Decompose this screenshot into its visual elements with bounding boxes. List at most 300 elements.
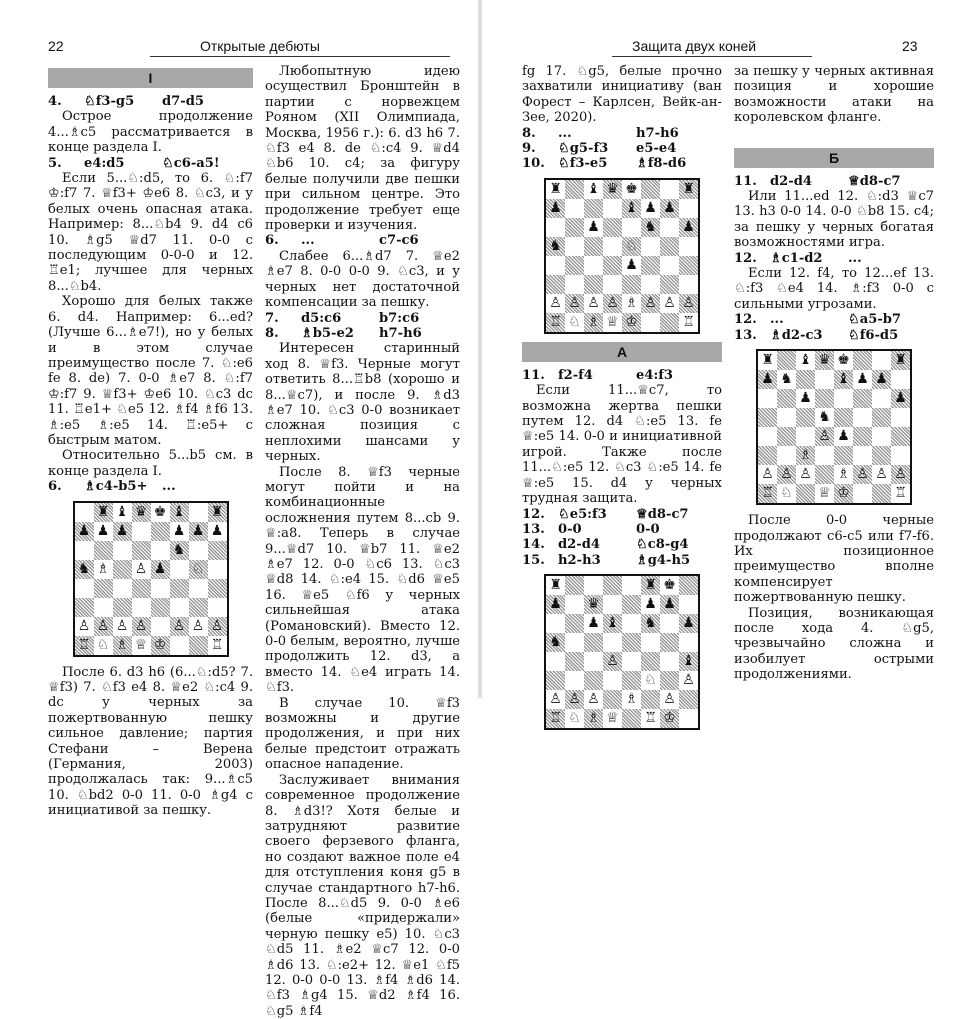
board-square (641, 576, 660, 595)
board-square (679, 709, 698, 728)
white-move: h2-h3 (558, 552, 601, 568)
board-square (758, 389, 777, 408)
chess-diagram (544, 178, 700, 334)
board-square (622, 576, 641, 595)
chess-piece-icon: ♟ (210, 522, 224, 539)
white-move: d2-d4 (770, 173, 812, 189)
chess-piece-icon: ♖ (210, 636, 224, 653)
white-move: d2-d4 (558, 537, 600, 553)
board-square (189, 541, 208, 560)
board-square (660, 671, 679, 690)
chess-piece-icon: ♚ (663, 577, 676, 594)
move-number: 15. (522, 552, 545, 568)
board-square (622, 595, 641, 614)
chess-piece-icon: ♟ (77, 522, 91, 539)
black-move: ♗f8-d6 (636, 156, 687, 172)
chess-piece-icon: ♟ (153, 560, 167, 577)
move-line (522, 141, 722, 156)
board-square (815, 389, 834, 408)
chess-piece-icon: ♟ (799, 390, 812, 407)
chess-piece-icon: ♔ (663, 710, 676, 727)
board-square (641, 614, 660, 633)
board-square (132, 522, 151, 541)
chess-piece-icon: ♜ (682, 180, 695, 197)
paragraph: Слабее 6...♗d7 7. ♕e2 ♗e7 8. 0-0 0-0 9. ♘c3, и у черных нет достаточной компенсации за пешку. (265, 248, 460, 311)
left-page (0, 0, 478, 1019)
board-square (132, 636, 151, 655)
chess-piece-icon: ♟ (644, 596, 657, 613)
black-move: h7-h6 (636, 125, 679, 141)
board-square (622, 275, 641, 294)
board-square (546, 671, 565, 690)
board-square (603, 294, 622, 313)
left-column-1 (48, 64, 253, 819)
board-square (679, 671, 698, 690)
board-square (565, 690, 584, 709)
chess-piece-icon: ♟ (894, 390, 907, 407)
chess-piece-icon: ♙ (682, 672, 695, 689)
board-square (584, 294, 603, 313)
move-line (48, 156, 253, 171)
chess-piece-icon: ♕ (606, 710, 619, 727)
board-square (679, 218, 698, 237)
chess-piece-icon: ♖ (682, 313, 695, 330)
board-square (872, 408, 891, 427)
board-square (777, 465, 796, 484)
board-square (679, 652, 698, 671)
board-square (796, 465, 815, 484)
chess-piece-icon: ♝ (115, 503, 129, 520)
board-square (834, 351, 853, 370)
paragraph: за пешку у черных активная позиция и хорошие возможности атаки на королевском фланге. (734, 64, 934, 126)
chess-piece-icon: ♘ (191, 560, 205, 577)
board-square (584, 180, 603, 199)
section-header-b: Б (734, 148, 934, 168)
chess-piece-icon: ♙ (568, 294, 581, 311)
board-square (891, 427, 910, 446)
board-square (758, 446, 777, 465)
board-square (113, 560, 132, 579)
black-move: h7-h6 (379, 325, 422, 341)
board-square (94, 541, 113, 560)
move-number: 7. (265, 310, 279, 326)
board-square (75, 579, 94, 598)
black-move: ♕d8-c7 (848, 173, 901, 189)
board-square (189, 560, 208, 579)
chess-piece-icon: ♘ (780, 485, 793, 502)
board-square (679, 294, 698, 313)
chess-piece-icon: ♗ (587, 313, 600, 330)
board-square (584, 652, 603, 671)
move-number: 4. (48, 94, 62, 109)
black-move: c7-c6 (379, 233, 419, 249)
board-square (584, 671, 603, 690)
chess-piece-icon: ♚ (153, 503, 167, 520)
board-square (603, 652, 622, 671)
board-square (584, 576, 603, 595)
board-square (132, 541, 151, 560)
board-square (679, 237, 698, 256)
board-square (565, 652, 584, 671)
board-square (170, 598, 189, 617)
chess-piece-icon: ♙ (549, 294, 562, 311)
board-square (815, 351, 834, 370)
board-square (872, 389, 891, 408)
board-square (815, 427, 834, 446)
board-square (660, 180, 679, 199)
board-square (113, 541, 132, 560)
move-number: 5. (48, 155, 62, 171)
board-square (132, 579, 151, 598)
board-square (891, 465, 910, 484)
move-number: 12. (734, 312, 757, 328)
board-square (603, 180, 622, 199)
chess-piece-icon: ♙ (172, 617, 186, 634)
move-number: 8. (522, 125, 536, 141)
board-square (660, 294, 679, 313)
board-square (872, 370, 891, 389)
board-square (679, 614, 698, 633)
board-square (189, 522, 208, 541)
chess-piece-icon: ♖ (77, 636, 91, 653)
white-move: ♘e5:f3 (558, 506, 607, 522)
chess-piece-icon: ♙ (663, 294, 676, 311)
chess-piece-icon: ♗ (625, 691, 638, 708)
board-square (75, 541, 94, 560)
board-square (75, 617, 94, 636)
board-square (891, 351, 910, 370)
board-square (777, 446, 796, 465)
board-square (834, 465, 853, 484)
board-square (584, 275, 603, 294)
chess-piece-icon: ♞ (780, 371, 793, 388)
chess-piece-icon: ♙ (77, 617, 91, 634)
chess-piece-icon: ♔ (153, 636, 167, 653)
section-header-i: I (48, 68, 253, 88)
chess-piece-icon: ♙ (780, 466, 793, 483)
black-move: ♘c8-g4 (636, 537, 689, 553)
move-line (48, 94, 253, 109)
left-column-2 (265, 64, 460, 1019)
board-square (834, 389, 853, 408)
white-move: 0-0 (558, 521, 582, 537)
chess-piece-icon: ♘ (568, 313, 581, 330)
chess-piece-icon: ♗ (837, 466, 850, 483)
board-square (853, 465, 872, 484)
board-square (641, 256, 660, 275)
board-square (815, 408, 834, 427)
black-move: ♘f6-d5 (848, 327, 899, 343)
board-square (546, 576, 565, 595)
move-number: 8. (265, 325, 279, 341)
chess-piece-icon: ♞ (644, 615, 657, 632)
board-square (872, 351, 891, 370)
board-square (796, 446, 815, 465)
board-square (132, 503, 151, 522)
board-square (565, 313, 584, 332)
board-square (113, 579, 132, 598)
board-square (641, 671, 660, 690)
board-square (622, 614, 641, 633)
board-square (151, 560, 170, 579)
board-square (603, 576, 622, 595)
white-move: ♗c4-b5+ (84, 479, 148, 495)
running-head-left: Открытые дебюты (200, 38, 320, 54)
move-number: 11. (734, 173, 757, 189)
move-line (522, 368, 722, 383)
board-square (891, 389, 910, 408)
board-square (603, 614, 622, 633)
white-move: ... (301, 233, 315, 249)
board-square (208, 503, 227, 522)
board-square (75, 522, 94, 541)
board-square (565, 633, 584, 652)
chess-piece-icon: ♙ (96, 617, 110, 634)
board-square (565, 199, 584, 218)
chess-piece-icon: ♖ (894, 485, 907, 502)
chess-piece-icon: ♞ (818, 409, 831, 426)
board-square (641, 294, 660, 313)
chess-piece-icon: ♙ (682, 294, 695, 311)
board-square (151, 598, 170, 617)
move-number: 12. (734, 250, 757, 266)
chess-piece-icon: ♙ (856, 466, 869, 483)
board-square (546, 614, 565, 633)
board-square (208, 560, 227, 579)
chess-piece-icon: ♟ (644, 199, 657, 216)
chess-piece-icon: ♙ (644, 294, 657, 311)
board-square (132, 617, 151, 636)
board-square (565, 275, 584, 294)
board-square (565, 709, 584, 728)
chess-piece-icon: ♗ (115, 636, 129, 653)
move-line (265, 233, 460, 248)
board-square (815, 484, 834, 503)
move-number: 14. (522, 537, 545, 553)
board-square (170, 503, 189, 522)
board-square (584, 199, 603, 218)
board-square (796, 427, 815, 446)
chess-piece-icon: ♕ (134, 636, 148, 653)
board-square (565, 576, 584, 595)
board-square (565, 294, 584, 313)
chess-piece-icon: ♙ (606, 294, 619, 311)
move-number: 9. (522, 141, 536, 157)
chess-piece-icon: ♘ (96, 636, 110, 653)
chess-piece-icon: ♟ (663, 199, 676, 216)
board-square (208, 636, 227, 655)
paragraph: Любопытную идею осуществил Бронштейн в партии с норвежцем Рояном (XII Олимпиада, Москва, 1956 г.): 6. d3 h6 7. ♘f3 e4 8. de ♘:c4 9. ♕d4 ♘b6 10. c4; за фигуру белые получили две пешки при сильном центре. Это продолжение требует еще проверки и изучения. (265, 64, 460, 234)
chess-piece-icon: ♗ (625, 294, 638, 311)
chess-piece-icon: ♟ (549, 199, 562, 216)
chess-piece-icon: ♔ (837, 485, 850, 502)
board-square (546, 237, 565, 256)
move-line (734, 174, 934, 189)
board-square (891, 446, 910, 465)
board-square (75, 636, 94, 655)
board-square (132, 560, 151, 579)
chess-piece-icon: ♟ (663, 596, 676, 613)
board-square (660, 614, 679, 633)
board-square (584, 595, 603, 614)
board-square (603, 690, 622, 709)
paragraph: Острое продолжение 4...♗c5 рассматривается в конце раздела I. (48, 109, 253, 156)
board-square (584, 313, 603, 332)
black-move: 0-0 (636, 521, 660, 537)
board-square (660, 275, 679, 294)
board-square (796, 408, 815, 427)
board-square (758, 427, 777, 446)
chess-piece-icon: ♖ (549, 710, 562, 727)
chess-piece-icon: ♙ (115, 617, 129, 634)
chess-piece-icon: ♙ (894, 466, 907, 483)
move-line (522, 507, 722, 522)
board-square (75, 560, 94, 579)
board-square (622, 237, 641, 256)
board-square (584, 633, 603, 652)
board-square (641, 595, 660, 614)
chess-piece-icon: ♘ (644, 672, 657, 689)
move-number: 10. (522, 156, 545, 172)
paragraph: После 8. ♕f3 черные могут пойти и на комбинационные осложнения путем 8...cb 9. ♕:a8. Теперь в случае 9...♕d7 10. ♕b7 11. ♕e2 ♗e7 12. 0-0 ♘c6 13. ♘c3 ♕d8 14. ♘:e4 15. ♘d6 ♕e5 16. ♕e5 ♘f6 у черных сильнейшая атака (Романовский). Вместо 12. 0-0 белым, вероятно, лучше продолжить 12. d3, а вместо 14. ♘e4 играть 14. ♘f3. (265, 464, 460, 696)
chess-diagram (73, 501, 229, 657)
chess-piece-icon: ♙ (761, 466, 774, 483)
chess-piece-icon: ♙ (568, 691, 581, 708)
chess-piece-icon: ♞ (549, 237, 562, 254)
chess-piece-icon: ♗ (587, 710, 600, 727)
chess-piece-icon: ♗ (799, 447, 812, 464)
board-square (853, 427, 872, 446)
board-square (679, 690, 698, 709)
chess-piece-icon: ♝ (837, 371, 850, 388)
board-square (189, 617, 208, 636)
chess-piece-icon: ♜ (549, 180, 562, 197)
board-square (641, 652, 660, 671)
board-square (189, 598, 208, 617)
black-move: e5-e4 (636, 141, 677, 157)
move-line (522, 522, 722, 537)
chess-piece-icon: ♙ (875, 466, 888, 483)
black-move: ♘a5-b7 (848, 312, 902, 328)
board-square (777, 427, 796, 446)
board-square (641, 199, 660, 218)
board-square (603, 199, 622, 218)
board-square (891, 370, 910, 389)
board-square (777, 389, 796, 408)
board-square (872, 446, 891, 465)
paragraph: Если 5...♘:d5, то 6. ♘:f7 ♔:f7 7. ♕f3+ ♔e6 8. ♘c3, и у белых очень опасная атака. Например: 8...♘b4 9. d4 c6 10. ♗g5 ♕d7 11. 0-0 с последующим 0-0-0 и 12. ♖e1; лучшее для черных 8...♘b4. (48, 171, 253, 294)
move-number: 11. (522, 367, 545, 383)
right-column-2 (734, 64, 934, 683)
move-line (265, 311, 460, 326)
board-square (815, 370, 834, 389)
board-square (584, 218, 603, 237)
chess-piece-icon: ♟ (625, 256, 638, 273)
board-square (777, 408, 796, 427)
chess-piece-icon: ♟ (875, 371, 888, 388)
board-square (641, 237, 660, 256)
board-square (641, 218, 660, 237)
board-square (641, 275, 660, 294)
chess-piece-icon: ♖ (644, 710, 657, 727)
move-number: 6. (48, 479, 62, 495)
board-square (679, 633, 698, 652)
board-square (565, 595, 584, 614)
page-number-right: 23 (902, 38, 918, 54)
board-square (834, 427, 853, 446)
board-square (546, 256, 565, 275)
chess-piece-icon: ♟ (96, 522, 110, 539)
chess-piece-icon: ♙ (799, 466, 812, 483)
board-square (872, 465, 891, 484)
board-square (679, 199, 698, 218)
chess-piece-icon: ♛ (606, 180, 619, 197)
chess-piece-icon: ♟ (587, 615, 600, 632)
chess-piece-icon: ♝ (682, 653, 695, 670)
paragraph: Интересен старинный ход 8. ♕f3. Черные могут ответить 8...♖b8 (хорошо и 8...♕c7), и после 9. ♗d3 ♗e7 10. ♘c3 0-0 возникает сложная позиция с неплохими шансами у черных. (265, 341, 460, 465)
right-column-1 (522, 64, 722, 738)
chess-piece-icon: ♟ (191, 522, 205, 539)
board-square (660, 709, 679, 728)
chess-piece-icon: ♕ (818, 485, 831, 502)
board-square (151, 541, 170, 560)
board-square (853, 446, 872, 465)
board-square (660, 633, 679, 652)
board-square (603, 256, 622, 275)
paragraph: Если 11...♕c7, то возможна жертва пешки путем 12. d4 ♘:e5 13. fe ♕:e5 14. 0-0 и инициативной игрой. Также после 11...♘:e5 12. ♘c3 ♘:e5 14. fe ♕:e5 15. d4 у черных трудная защита. (522, 383, 722, 507)
chess-piece-icon: ♟ (856, 371, 869, 388)
board-square (622, 218, 641, 237)
white-move: ♘f3-g5 (84, 94, 135, 109)
board-square (208, 579, 227, 598)
chess-piece-icon: ♚ (625, 180, 638, 197)
board-square (565, 256, 584, 275)
board-square (603, 218, 622, 237)
section-header-a: А (522, 342, 722, 362)
board-square (622, 652, 641, 671)
board-square (622, 180, 641, 199)
white-move: ♗d2-c3 (770, 327, 823, 343)
board-square (603, 237, 622, 256)
right-page (482, 0, 960, 727)
move-line (522, 553, 722, 568)
white-move: f2-f4 (558, 367, 593, 383)
chess-piece-icon: ♟ (115, 522, 129, 539)
chess-piece-icon: ♜ (644, 577, 657, 594)
chess-piece-icon: ♛ (818, 352, 831, 369)
chess-piece-icon: ♖ (549, 313, 562, 330)
chess-piece-icon: ♙ (134, 560, 148, 577)
white-move: ♗b5-e2 (301, 325, 354, 341)
chess-piece-icon: ♝ (587, 180, 600, 197)
board-square (546, 633, 565, 652)
board-square (546, 709, 565, 728)
chess-piece-icon: ♔ (625, 313, 638, 330)
board-square (603, 595, 622, 614)
board-square (546, 690, 565, 709)
paragraph: Позиция, возникающая после хода 4. ♘g5, чрезвычайно сложна и изобилует острыми продолжениями. (734, 605, 934, 683)
board-square (113, 636, 132, 655)
board-square (565, 237, 584, 256)
board-square (834, 408, 853, 427)
board-square (872, 427, 891, 446)
chess-piece-icon: ♞ (77, 560, 91, 577)
board-square (189, 636, 208, 655)
board-square (132, 598, 151, 617)
board-square (641, 313, 660, 332)
board-square (584, 256, 603, 275)
move-line (734, 312, 934, 327)
